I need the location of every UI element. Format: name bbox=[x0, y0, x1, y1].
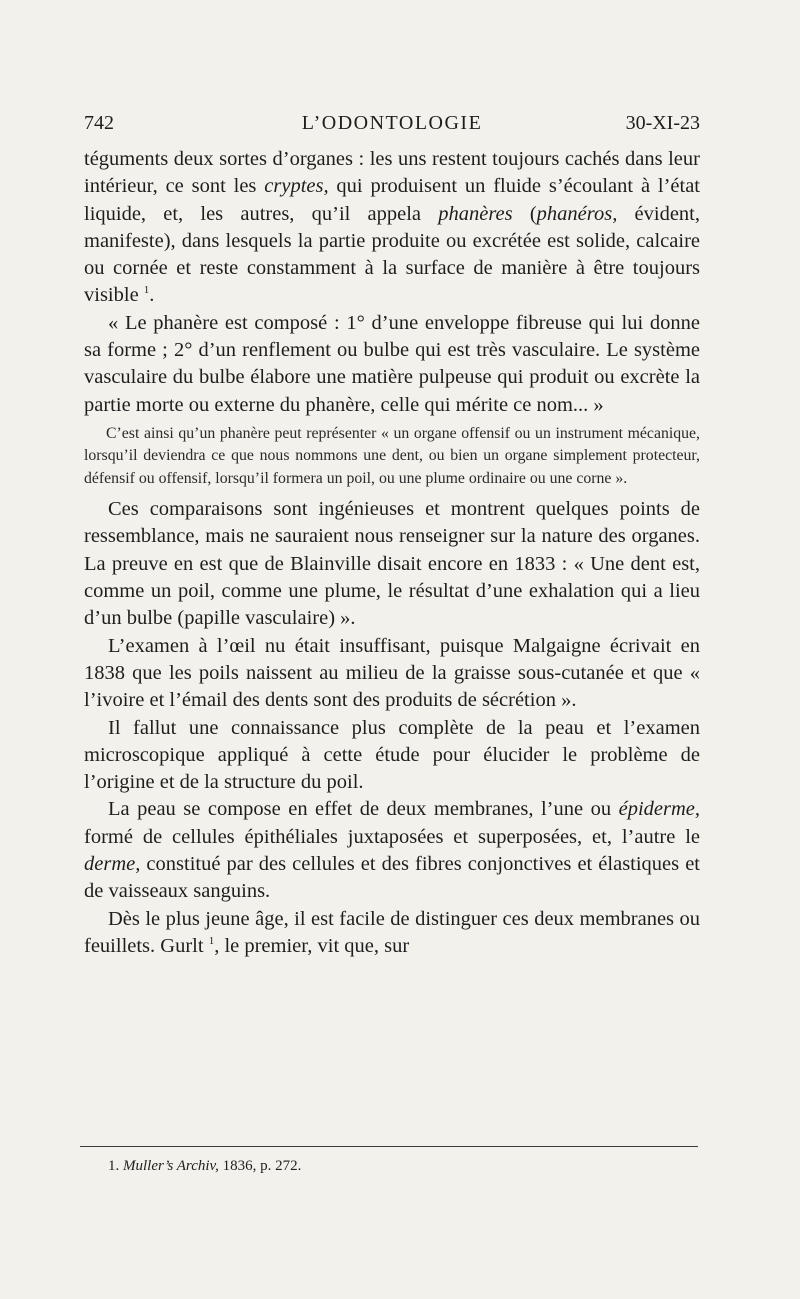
footnote bbox=[108, 1156, 688, 1176]
paragraph-2-quote: « Le phanère est composé : 1° d’une enveloppe fibreuse qui lui donne sa forme ; 2° d’un renflement ou bulbe qui est très vasculaire. Le système vasculaire du bulbe élabore une matière pulpeuse qui produit ou excrète la partie morte ou externe du phanère, celle qui mérite ce nom... » bbox=[84, 311, 700, 416]
paragraph-5: L’examen à l’œil nu était insuffisant, puisque Malgaigne écrivait en 1838 que les poils naissent au milieu de la graisse sous-cutanée et que « l’ivoire et l’émail des dents sont des produits de sécrétion ». bbox=[84, 634, 700, 712]
footnote-reference: 1 bbox=[143, 284, 150, 297]
paragraph-4: Ces comparaisons sont ingénieuses et montrent quelques points de ressemblance, mais ne sauraient nous renseigner sur la nature des organes. La preuve en est que de Blainville disait encore en 1833 : « Une dent est, comme un poil, comme une plume, le résultat d’une exhalation qui a lieu d’un bulbe (papille vasculaire) ». bbox=[84, 498, 700, 630]
paragraph-7 bbox=[84, 796, 700, 905]
italic-term-phaneros: phanéros, bbox=[536, 202, 618, 225]
page-number: 742 bbox=[84, 112, 114, 134]
issue-date: 30-XI-23 bbox=[625, 112, 700, 134]
footnote-source: Muller’s Archiv, bbox=[123, 1158, 219, 1174]
text-run: évident, manifeste), dans lesquels la partie produite ou excrétée est solide, calcaire ou cornée et reste constamment à la surface de manière à être toujours visible bbox=[84, 202, 700, 307]
paragraph-6: Il fallut une connaissance plus complète de la peau et l’examen microscopique appliqué à cette étude pour élucider le problème de l’origine et de la structure du poil. bbox=[84, 716, 700, 794]
text-run: La peau se compose en effet de deux membranes, l’une ou bbox=[108, 798, 619, 821]
text-run: constitué par des cellules et des fibres conjonctives et élastiques et de vaisseaux sanguins. bbox=[84, 853, 700, 903]
running-header bbox=[84, 112, 700, 142]
text-run: formé de cellules épithéliales juxtaposées et superposées, et, l’autre le bbox=[84, 825, 700, 848]
paragraph-3-small-print: C’est ainsi qu’un phanère peut représenter « un organe offensif ou un instrument mécanique, lorsqu’il deviendra ce que nous nommons une dent, ou bien un organe simplement protecteur, défensif ou offensif, lorsqu’il formera un poil, ou une plume ordinaire ou une corne ». bbox=[84, 424, 700, 487]
text-run: téguments deux sortes d’organes : les uns restent toujours cachés dans leur intérieur, ce sont les bbox=[84, 148, 700, 198]
text-run: . bbox=[149, 284, 155, 307]
italic-term-phaneres: phanères bbox=[438, 202, 513, 225]
text-run: , le premier, vit que, sur bbox=[214, 934, 410, 957]
text-run: Dès le plus jeune âge, il est facile de distinguer ces deux membranes ou feuillets. Gurlt bbox=[84, 907, 700, 957]
paragraph-8 bbox=[84, 906, 700, 961]
paragraph-1 bbox=[84, 146, 700, 310]
italic-term-cryptes: cryptes, bbox=[264, 175, 329, 198]
running-title: L’ODONTOLOGIE bbox=[301, 112, 483, 134]
footnote-reference: 1 bbox=[208, 935, 215, 948]
text-run: ( bbox=[512, 202, 537, 225]
page-body bbox=[84, 146, 700, 960]
italic-term-epiderme: épiderme, bbox=[618, 798, 700, 821]
footnote-details: 1836, p. 272. bbox=[218, 1158, 302, 1174]
footnote-marker: 1. bbox=[108, 1158, 120, 1174]
italic-term-derme: derme, bbox=[84, 853, 141, 876]
footnote-divider bbox=[80, 1146, 698, 1147]
text-run: qui produisent un fluide s’écoulant à l’état liquide, et, les autres, qu’il appela bbox=[84, 175, 700, 225]
